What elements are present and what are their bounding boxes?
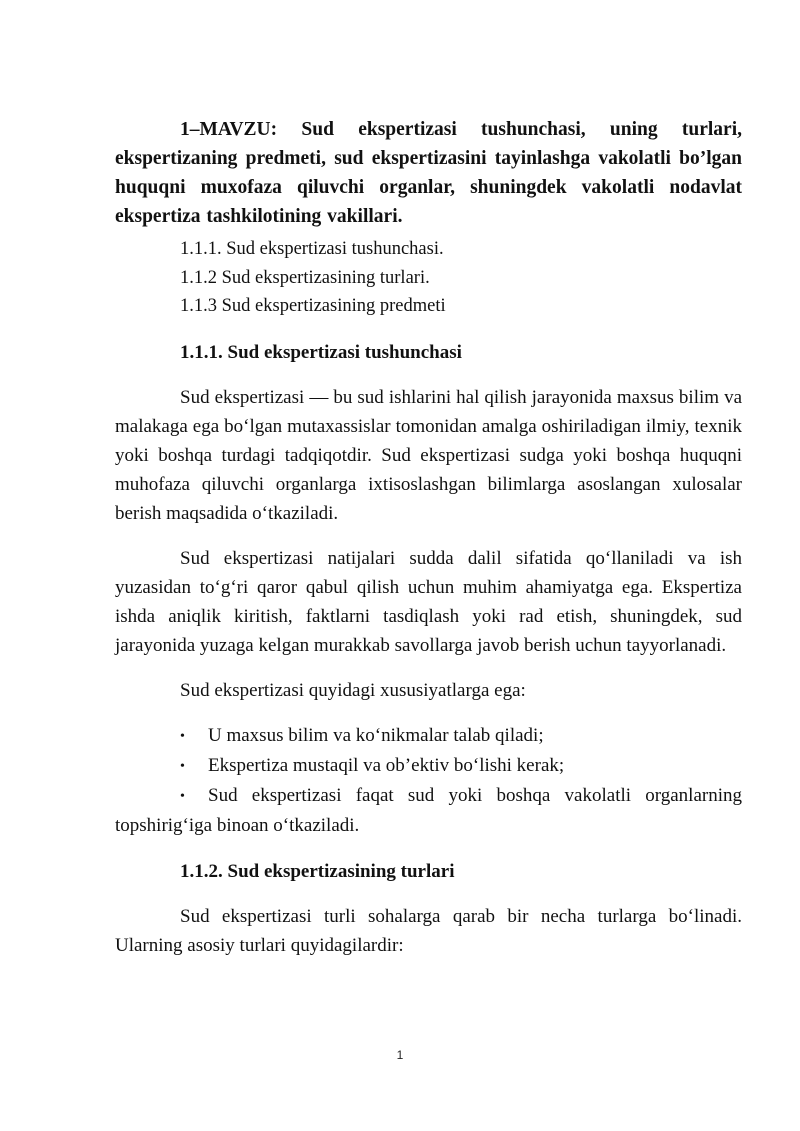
- list-item: [115, 781, 742, 840]
- list-item-text: Ekspertiza mustaqil va ob’ektiv bo‘lishi kerak;: [208, 754, 565, 776]
- paragraph: Sud ekspertizasi — bu sud ishlarini hal qilish jarayonida maxsus bilim va malakaga ega bo‘lgan mutaxassislar tomonidan amalga oshiriladigan ilmiy, texnik yoki boshqa turdagi tadqiqotdir. Sud ekspertizasi sudga yoki boshqa huquqni muhofaza qiluvchi organlarga ixtisoslashgan bilimlarga asoslangan xulosalar berish maqsadida o‘tkaziladi.: [115, 386, 742, 524]
- paragraph: Sud ekspertizasi turli sohalarga qarab bir necha turlarga bo‘linadi. Ularning asosiy turlari quyidagilardir:: [115, 905, 742, 956]
- bullet-icon: •: [180, 728, 185, 744]
- list-item: [115, 721, 742, 751]
- list-item-text: U maxsus bilim va ko‘nikmalar talab qiladi;: [208, 724, 544, 746]
- toc-item: 1.1.1. Sud ekspertizasi tushunchasi.: [180, 239, 444, 259]
- paragraph: Sud ekspertizasi quyidagi xususiyatlarga ega:: [180, 679, 526, 701]
- page-content: [115, 115, 742, 960]
- toc-item: 1.1.3 Sud ekspertizasining predmeti: [180, 296, 446, 316]
- page-number: 1: [396, 1048, 404, 1062]
- list-item: [115, 751, 742, 781]
- toc-item: 1.1.2 Sud ekspertizasining turlari.: [180, 267, 430, 288]
- paragraph: Sud ekspertizasi natijalari sudda dalil sifatida qo‘llaniladi va ish yuzasidan to‘g‘ri qaror qabul qilish uchun muhim ahamiyatga ega. Ekspertiza ishda aniqlik kiritish, faktlarni tasdiqlash yoki rad etish, shuningdek, sud jarayonida yuzaga kelgan murakkab savollarga javob berish uchun tayyorlanadi.: [115, 547, 742, 656]
- section-heading-1-1-2: 1.1.2. Sud ekspertizasining turlari: [180, 860, 455, 882]
- section-heading-1-1-1: 1.1.1. Sud ekspertizasi tushunchasi: [180, 341, 462, 363]
- bullet-icon: •: [180, 788, 185, 804]
- document-title: 1–MAVZU: Sud ekspertizasi tushunchasi, uning turlari, ekspertizaning predmeti, sud ekspertizasini tayinlashga vakolatli bo’lgan huquqni muxofaza qiluvchi organlar, shuningdek vakolatli nodavlat ekspertiza tashkilotining vakillari.: [115, 119, 742, 227]
- features-list: [115, 721, 742, 840]
- table-of-contents: [180, 235, 742, 321]
- bullet-icon: •: [180, 758, 185, 774]
- list-item-text: Sud ekspertizasi faqat sud yoki boshqa vakolatli organlarning topshirig‘iga binoan o‘tkaziladi.: [115, 784, 742, 836]
